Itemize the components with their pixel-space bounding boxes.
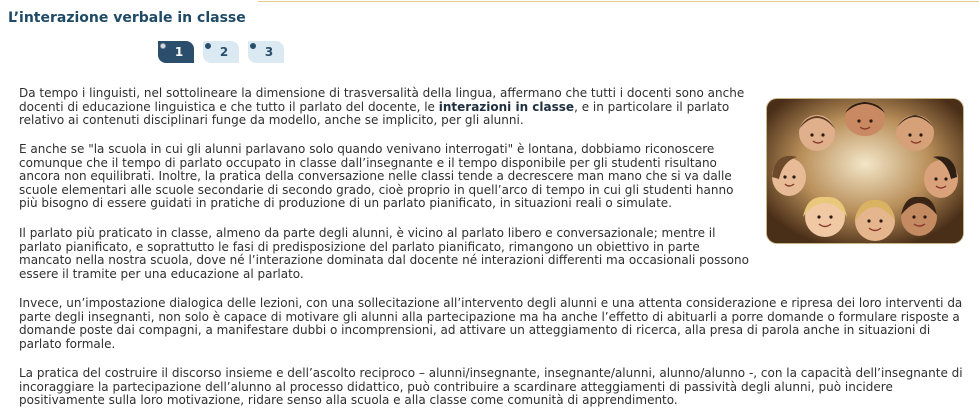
tab-2[interactable] bbox=[203, 41, 239, 63]
tab-label: 1 bbox=[174, 45, 184, 59]
paragraph-3: Il parlato più praticato in classe, almeno da parte degli alunni, è vicino al parlato libero e conversazionale; mentre il parlato pianificato, e soprattutto le fasi di predisposizione del parlato pianificato, rimangono un obiettivo in parte mancato nella nostra scuola, dove né l’interazione dominata dal docente né interazioni differenti ma occasionali possono essere il tramite per una educazione al parlato. bbox=[19, 226, 749, 281]
emphasis-text: interazioni in classe bbox=[438, 99, 575, 114]
tab-label: 3 bbox=[264, 45, 274, 59]
paragraph-1 bbox=[19, 87, 749, 128]
students-photo-illustration bbox=[767, 99, 963, 243]
paragraph-5: La pratica del costruire il discorso insieme e dell’ascolto reciproco – alunni/insegnante, insegnante/alunni, alunno/alunno -, con la capacità dell’insegnante di incoraggiare la partecipazione dell’alunno al processo didattico, può contribuire a scardinare atteggiamenti di passività degli alunni, può incidere positivamente sulla loro motivazione, ridare senso alla scuola e alla classe come comunità di apprendimento. bbox=[19, 366, 963, 408]
paragraph-4: Invece, un’impostazione dialogica delle lezioni, con una sollecitazione all’intervento degli alunni e una attenta considerazione e ripresa dei loro interventi da parte degli insegnanti, non solo è capace di motivare gli alunni alla partecipazione ma ha anche l’effetto di abituarli a porre domande o formulare risposte a domande poste dai compagni, a manifestare dubbi o incomprensioni, ad attivare un atteggiamento di ricerca, alla presa di parola anche in situazioni di parlato formale. bbox=[19, 296, 963, 351]
tab-1[interactable] bbox=[158, 41, 194, 63]
bullet-icon bbox=[205, 43, 211, 49]
paragraph-2: E anche se "la scuola in cui gli alunni parlavano solo quando venivano interrogati" è lontana, dobbiamo riconoscere comunque che il tempo di parlato occupato in classe dall’insegnante e il tempo disponibile per gli studenti risultano ancora non equilibrati. Inoltre, la pratica della conversazione nelle classi tende a decrescere man mano che si va dalle scuole elementari alle scuole secondarie di secondo grado, cioè proprio in quell’arco di tempo in cui gli studenti hanno più bisogno di essere guidati in pratiche di produzione di un parlato pianificato, in situazioni reali o simulate. bbox=[19, 142, 734, 211]
paragraph-text: , e in particolare il parlato relativo ai contenuti disciplinari funge da modello, anche se implicito, per gli alunni. bbox=[19, 99, 730, 128]
page-title: L’interazione verbale in classe bbox=[8, 10, 246, 26]
title-divider bbox=[258, 1, 979, 2]
bullet-icon bbox=[160, 43, 166, 49]
students-photo bbox=[767, 99, 963, 243]
paragraph-text: Da tempo i linguisti, nel sottolineare la dimensione di trasversalità della lingua, affermano che tutti i docenti sono anche docenti di educazione linguistica e che tutto il parlato del docente, le bbox=[19, 86, 745, 114]
tab-label: 2 bbox=[219, 45, 229, 59]
bullet-icon bbox=[250, 43, 256, 49]
tab-3[interactable] bbox=[248, 41, 284, 63]
